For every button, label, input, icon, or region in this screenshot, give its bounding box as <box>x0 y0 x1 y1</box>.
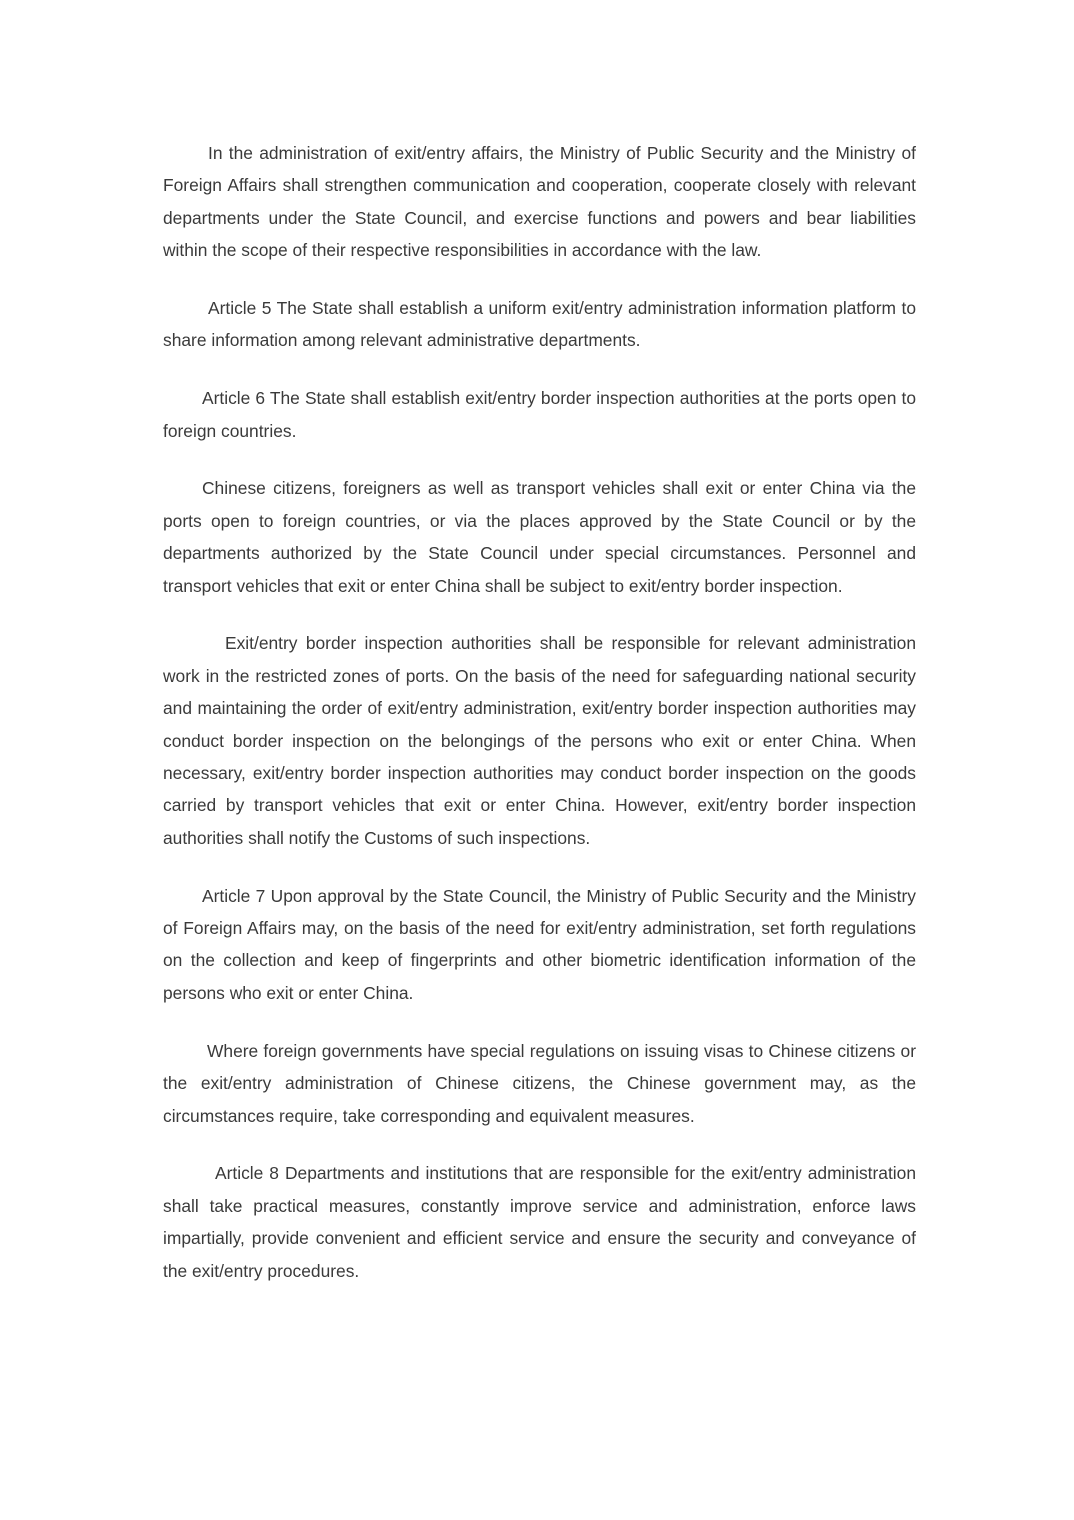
paragraph-border-inspection: Exit/entry border inspection authorities shall be responsible for relevant administration work in the restricted zones of ports. On the basis of the need for safeguarding national security and maintaining the order of exit/entry administration, exit/entry border inspection authorities may conduct border inspection on the belongings of the persons who exit or enter China. When necessary, exit/entry border inspection authorities may conduct border inspection on the goods carried by transport vehicles that exit or enter China. However, exit/entry border inspection authorities shall notify the Customs of such inspections. <box>163 633 916 848</box>
paragraph-ministry-cooperation: In the administration of exit/entry affairs, the Ministry of Public Security and the Ministry of Foreign Affairs shall strengthen communication and cooperation, cooperate closely with relevant departments under the State Council, and exercise functions and powers and bear liabilities within the scope of their respective responsibilities in accordance with the law. <box>163 143 916 261</box>
paragraph-article-7: Article 7 Upon approval by the State Council, the Ministry of Public Security and the Ministry of Foreign Affairs may, on the basis of the need for exit/entry administration, set forth regulations on the collection and keep of fingerprints and other biometric identification information of the persons who exit or enter China. <box>163 885 916 1003</box>
paragraph-ports-of-entry: Chinese citizens, foreigners as well as transport vehicles shall exit or enter China via the ports open to foreign countries, or via the places approved by the State Council or by the departments authorized by the State Council under special circumstances. Personnel and transport vehicles that exit or enter China shall be subject to exit/entry border inspection. <box>163 478 916 596</box>
document-page <box>163 137 916 1312</box>
paragraph-article-6: Article 6 The State shall establish exit/entry border inspection authorities at the ports open to foreign countries. <box>163 388 916 441</box>
paragraph-article-8: Article 8 Departments and institutions that are responsible for the exit/entry administration shall take practical measures, constantly improve service and administration, enforce laws impartially, provide convenient and efficient service and ensure the security and conveyance of the exit/entry procedures. <box>163 1163 916 1281</box>
paragraph-article-5: Article 5 The State shall establish a uniform exit/entry administration information platform to share information among relevant administrative departments. <box>163 298 916 351</box>
paragraph-reciprocal-measures: Where foreign governments have special regulations on issuing visas to Chinese citizens or the exit/entry administration of Chinese citizens, the Chinese government may, as the circumstances require, take corresponding and equivalent measures. <box>163 1040 916 1126</box>
